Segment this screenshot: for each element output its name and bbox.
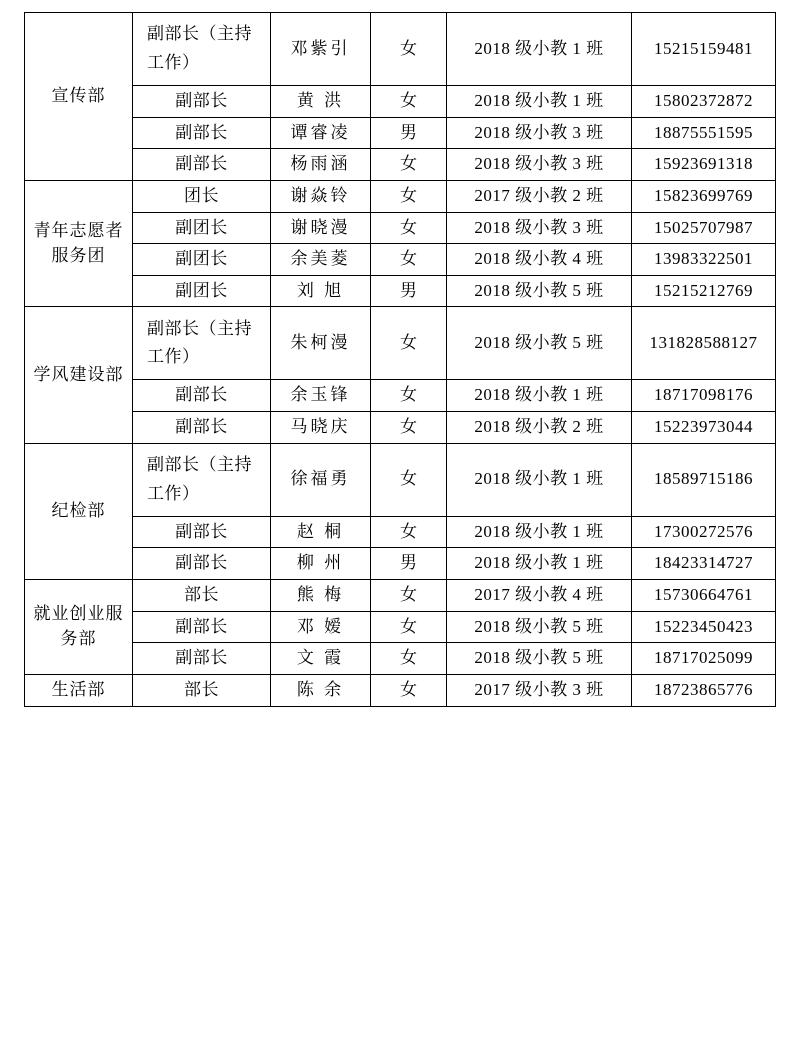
class-cell: 2018 级小教 4 班 (447, 244, 632, 276)
class-cell: 2018 级小教 3 班 (447, 117, 632, 149)
role-cell: 副部长 (133, 516, 271, 548)
class-cell: 2018 级小教 3 班 (447, 149, 632, 181)
class-cell: 2018 级小教 3 班 (447, 212, 632, 244)
class-cell: 2018 级小教 1 班 (447, 443, 632, 516)
gender-cell: 女 (371, 149, 447, 181)
role-cell: 副团长 (133, 212, 271, 244)
phone-cell: 18723865776 (632, 674, 776, 706)
name-cell: 徐福勇 (271, 443, 371, 516)
phone-cell: 13983322501 (632, 244, 776, 276)
gender-cell: 女 (371, 212, 447, 244)
role-cell: 团长 (133, 180, 271, 212)
department-cell: 宣传部 (25, 13, 133, 181)
name-cell: 马晓庆 (271, 412, 371, 444)
gender-cell: 女 (371, 580, 447, 612)
role-cell: 副部长 (133, 643, 271, 675)
role-cell: 副部长 (133, 548, 271, 580)
class-cell: 2018 级小教 2 班 (447, 412, 632, 444)
name-cell: 谢焱铃 (271, 180, 371, 212)
role-cell: 副部长（主持工作） (133, 13, 271, 86)
table-row (25, 580, 776, 612)
gender-cell: 女 (371, 307, 447, 380)
name-cell: 谢晓漫 (271, 212, 371, 244)
name-cell: 黄 洪 (271, 86, 371, 118)
roster-table (24, 12, 776, 707)
name-cell: 刘 旭 (271, 275, 371, 307)
phone-cell: 15215212769 (632, 275, 776, 307)
phone-cell: 131828588127 (632, 307, 776, 380)
phone-cell: 18589715186 (632, 443, 776, 516)
class-cell: 2017 级小教 2 班 (447, 180, 632, 212)
department-cell: 就业创业服务部 (25, 580, 133, 675)
role-cell: 部长 (133, 674, 271, 706)
name-cell: 赵 桐 (271, 516, 371, 548)
gender-cell: 女 (371, 412, 447, 444)
table-row (25, 643, 776, 675)
gender-cell: 女 (371, 244, 447, 276)
table-row (25, 180, 776, 212)
phone-cell: 18717025099 (632, 643, 776, 675)
table-row (25, 212, 776, 244)
phone-cell: 15823699769 (632, 180, 776, 212)
department-cell: 生活部 (25, 674, 133, 706)
gender-cell: 女 (371, 516, 447, 548)
phone-cell: 15223973044 (632, 412, 776, 444)
class-cell: 2017 级小教 4 班 (447, 580, 632, 612)
name-cell: 朱柯漫 (271, 307, 371, 380)
role-cell: 副部长 (133, 86, 271, 118)
class-cell: 2017 级小教 3 班 (447, 674, 632, 706)
role-cell: 副部长 (133, 412, 271, 444)
table-row (25, 443, 776, 516)
class-cell: 2018 级小教 5 班 (447, 307, 632, 380)
phone-cell: 15923691318 (632, 149, 776, 181)
role-cell: 副部长 (133, 149, 271, 181)
class-cell: 2018 级小教 1 班 (447, 380, 632, 412)
name-cell: 谭睿凌 (271, 117, 371, 149)
role-cell: 副团长 (133, 275, 271, 307)
name-cell: 熊 梅 (271, 580, 371, 612)
class-cell: 2018 级小教 1 班 (447, 516, 632, 548)
name-cell: 邓紫引 (271, 13, 371, 86)
gender-cell: 女 (371, 643, 447, 675)
role-cell: 副团长 (133, 244, 271, 276)
table-row (25, 674, 776, 706)
class-cell: 2018 级小教 1 班 (447, 13, 632, 86)
gender-cell: 女 (371, 180, 447, 212)
table-row (25, 117, 776, 149)
name-cell: 文 霞 (271, 643, 371, 675)
table-row (25, 149, 776, 181)
table-row (25, 412, 776, 444)
phone-cell: 17300272576 (632, 516, 776, 548)
class-cell: 2018 级小教 5 班 (447, 275, 632, 307)
role-cell: 副部长 (133, 380, 271, 412)
phone-cell: 18423314727 (632, 548, 776, 580)
role-cell: 副部长 (133, 611, 271, 643)
gender-cell: 男 (371, 117, 447, 149)
role-cell: 副部长 (133, 117, 271, 149)
table-row (25, 611, 776, 643)
gender-cell: 女 (371, 380, 447, 412)
name-cell: 余玉锋 (271, 380, 371, 412)
gender-cell: 男 (371, 275, 447, 307)
department-cell: 纪检部 (25, 443, 133, 579)
class-cell: 2018 级小教 1 班 (447, 86, 632, 118)
gender-cell: 女 (371, 674, 447, 706)
class-cell: 2018 级小教 1 班 (447, 548, 632, 580)
name-cell: 杨雨涵 (271, 149, 371, 181)
phone-cell: 18875551595 (632, 117, 776, 149)
name-cell: 柳 州 (271, 548, 371, 580)
table-row (25, 275, 776, 307)
table-row (25, 516, 776, 548)
phone-cell: 18717098176 (632, 380, 776, 412)
department-cell: 学风建设部 (25, 307, 133, 443)
table-row (25, 380, 776, 412)
table-row (25, 548, 776, 580)
gender-cell: 女 (371, 611, 447, 643)
name-cell: 陈 余 (271, 674, 371, 706)
role-cell: 副部长（主持工作） (133, 307, 271, 380)
gender-cell: 男 (371, 548, 447, 580)
gender-cell: 女 (371, 86, 447, 118)
class-cell: 2018 级小教 5 班 (447, 643, 632, 675)
phone-cell: 15730664761 (632, 580, 776, 612)
gender-cell: 女 (371, 13, 447, 86)
phone-cell: 15215159481 (632, 13, 776, 86)
table-row (25, 244, 776, 276)
role-cell: 副部长（主持工作） (133, 443, 271, 516)
department-cell: 青年志愿者服务团 (25, 180, 133, 307)
name-cell: 余美菱 (271, 244, 371, 276)
phone-cell: 15025707987 (632, 212, 776, 244)
name-cell: 邓 嫒 (271, 611, 371, 643)
table-row (25, 86, 776, 118)
phone-cell: 15802372872 (632, 86, 776, 118)
class-cell: 2018 级小教 5 班 (447, 611, 632, 643)
table-row (25, 13, 776, 86)
table-row (25, 307, 776, 380)
gender-cell: 女 (371, 443, 447, 516)
phone-cell: 15223450423 (632, 611, 776, 643)
role-cell: 部长 (133, 580, 271, 612)
